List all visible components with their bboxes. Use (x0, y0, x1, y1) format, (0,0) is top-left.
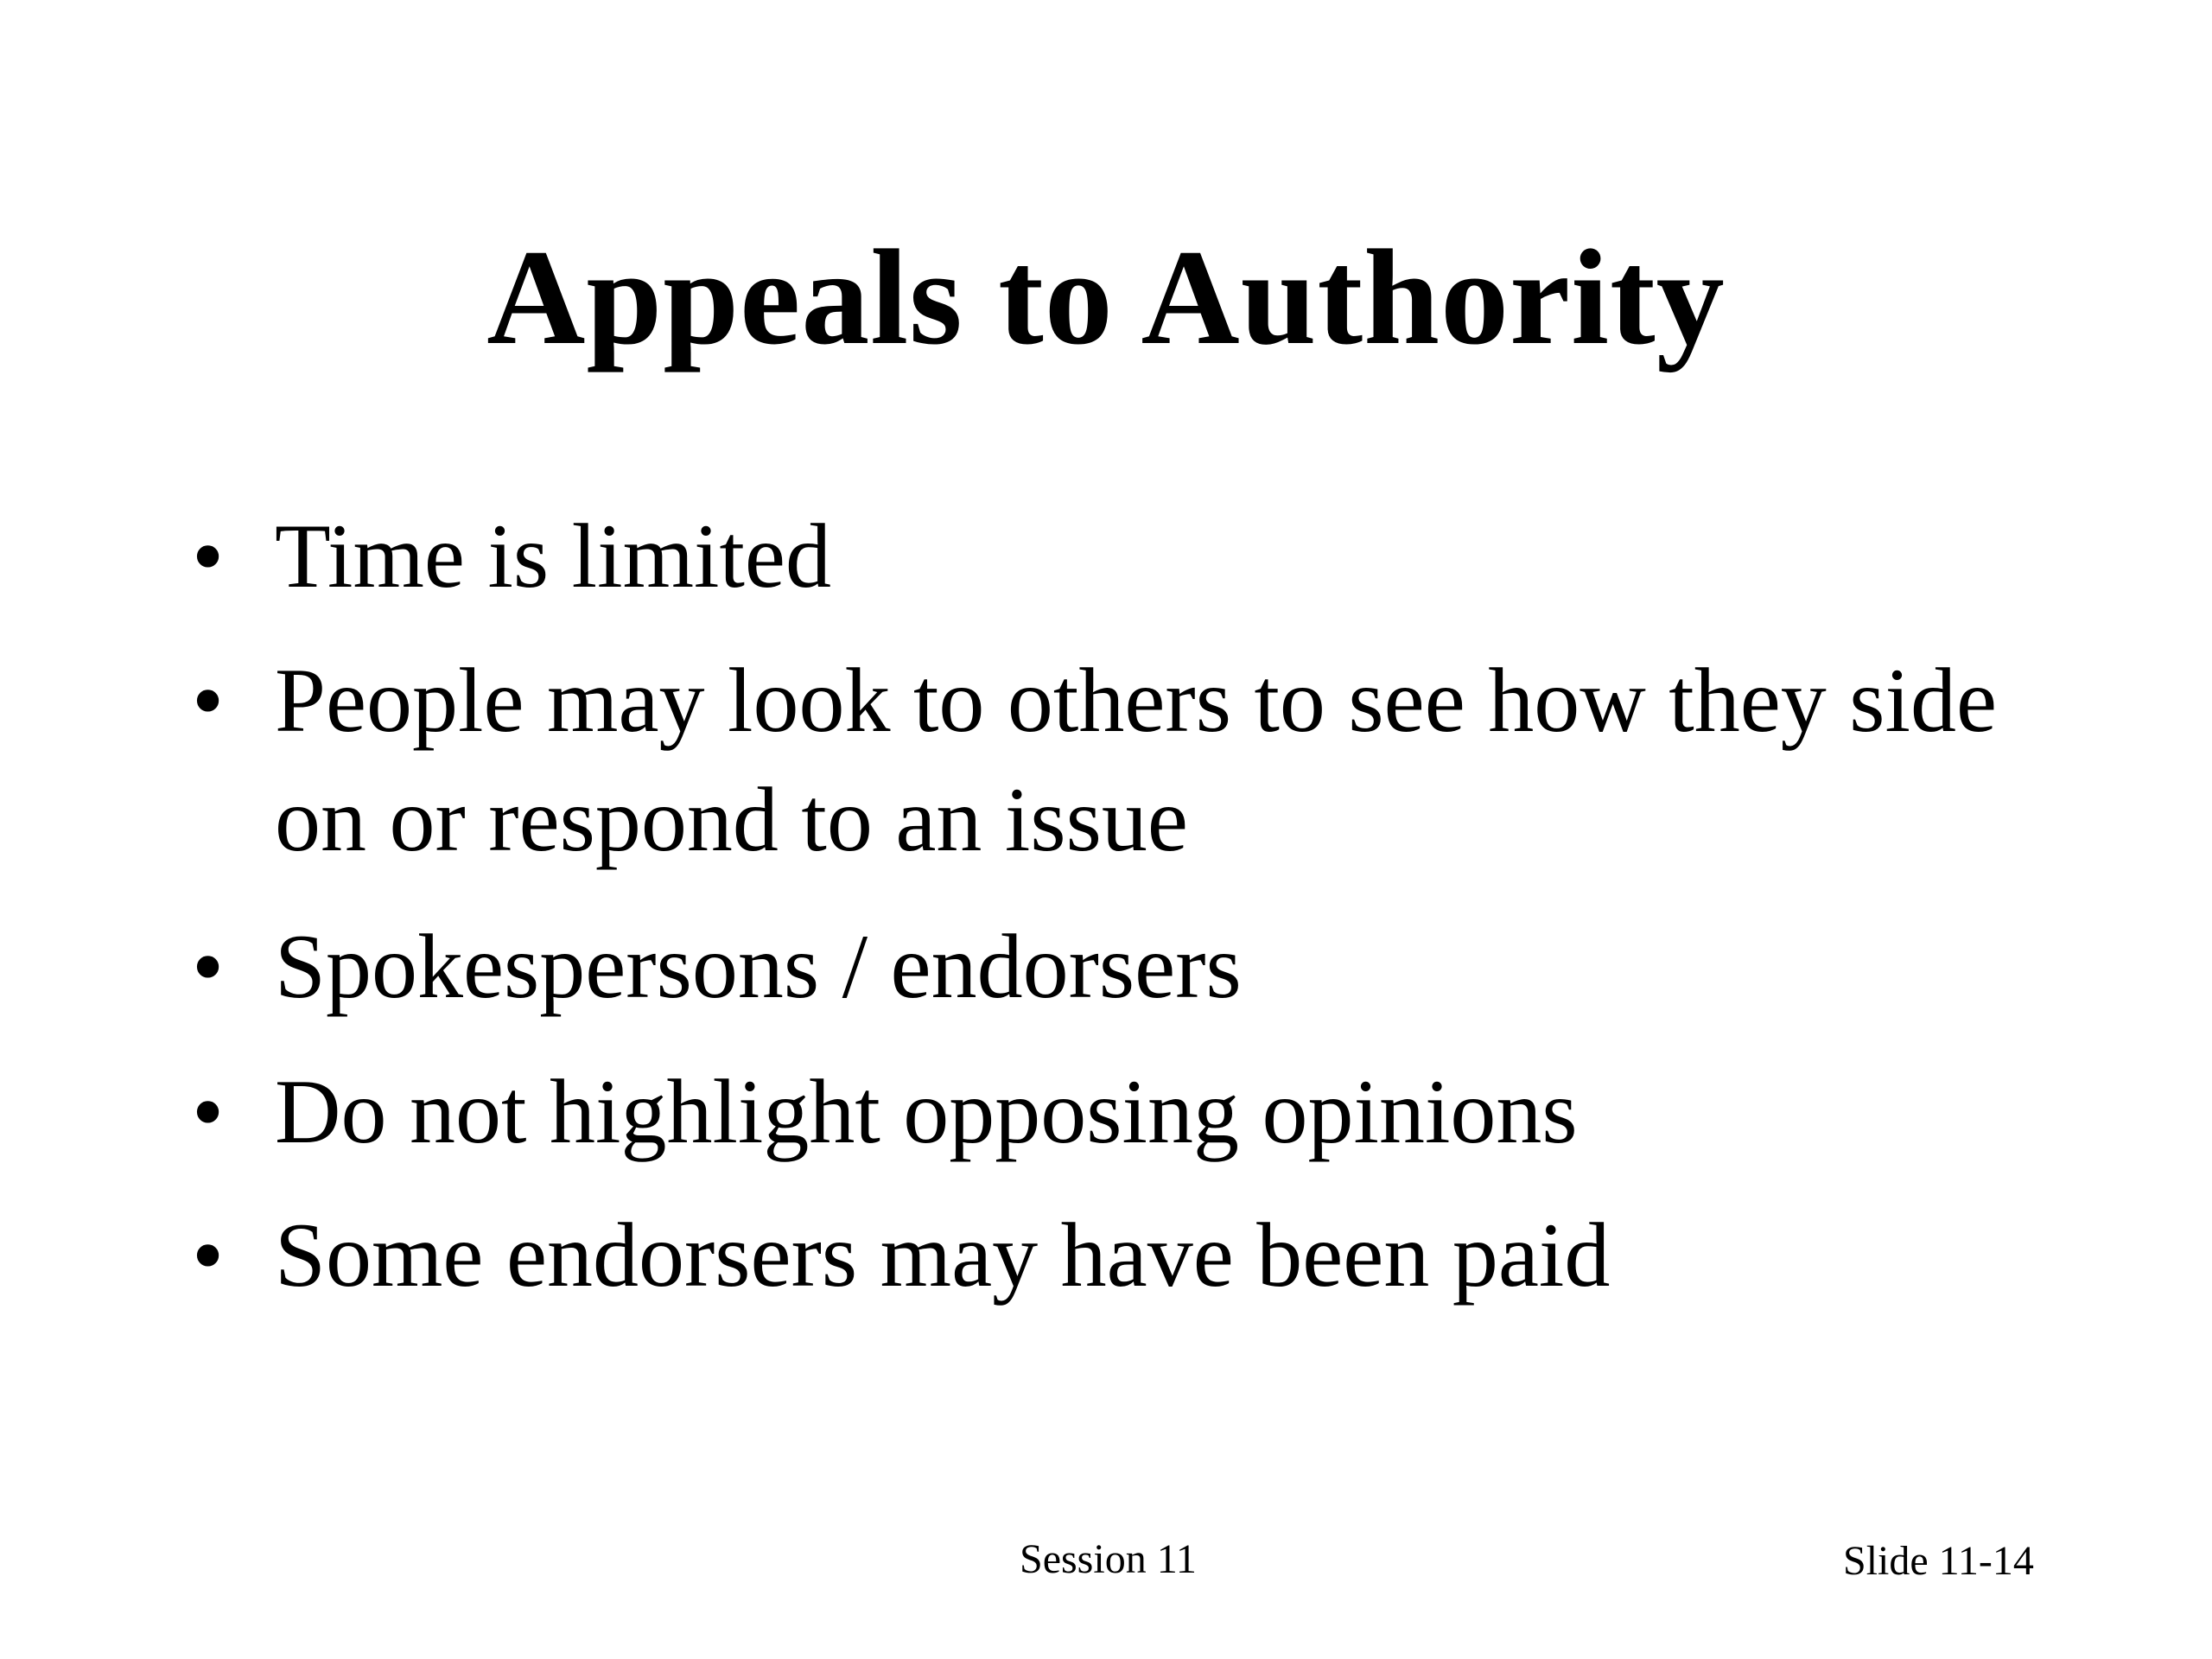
bullet-text: Time is limited (275, 505, 831, 607)
bullet-item (192, 497, 2093, 616)
bullet-item (192, 1196, 2093, 1315)
bullet-marker: • (192, 650, 225, 751)
bullet-item (192, 1052, 2093, 1172)
bullet-text: People may look to others to see how they side on or respond to an issue (275, 650, 1998, 870)
footer-slide-number: Slide 11-14 (1843, 1538, 2034, 1584)
bullet-text: Do not highlight opposing opinions (275, 1061, 1578, 1162)
bullet-text: Some endorsers may have been paid (275, 1205, 1611, 1306)
bullet-marker: • (192, 1205, 225, 1306)
bullet-item (192, 907, 2093, 1027)
bullet-marker: • (192, 505, 225, 607)
bullet-marker: • (192, 916, 225, 1017)
bullet-marker: • (192, 1061, 225, 1162)
footer-session: Session 11 (1020, 1536, 1197, 1582)
slide-title: Appeals to Authority (486, 222, 1726, 373)
bullet-text: Spokespersons / endorsers (275, 916, 1242, 1017)
bullet-item (192, 641, 2093, 880)
